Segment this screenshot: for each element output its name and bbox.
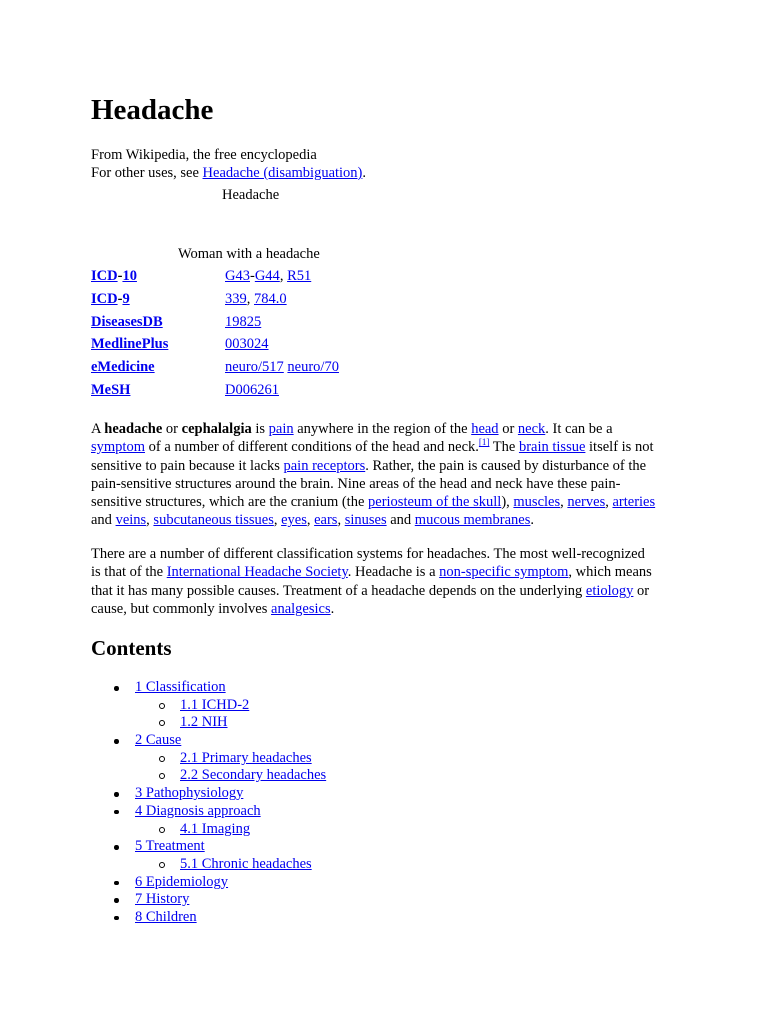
infobox-label-sep: - bbox=[117, 291, 123, 307]
infobox-code-link[interactable]: 784.0 bbox=[254, 291, 287, 307]
toc-item bbox=[91, 909, 326, 927]
toc-link[interactable]: 6 Epidemiology bbox=[135, 873, 229, 890]
infobox-code-link[interactable]: R51 bbox=[287, 268, 312, 284]
toc-link[interactable]: 1 Classification bbox=[135, 679, 226, 695]
toc-link[interactable]: 8 Children bbox=[135, 908, 197, 925]
intro-paragraph: A headache or cephalalgia is pain anywhere in the region of the head or neck. It can be a symptom of a number of different conditions of the head and neck.[1] The brain tissue itself is not sensitive to pain because it lacks pain receptors. Rather, the pain is caused by disturbance of the pain-sensitive structures around the brain. Nine areas of the head and neck have these pain- sensitive structures, which are the cranium (the periosteum of the skull), muscles, nerves, arteries and veins, subcutaneous tissues, eyes, ears, sinuses and mucous membranes. bbox=[91, 421, 656, 529]
infobox-code-link[interactable]: 003024 bbox=[225, 336, 269, 352]
link-non-specific-symptom[interactable]: non-specific symptom bbox=[439, 564, 569, 581]
toc-item bbox=[91, 785, 326, 803]
toc-link[interactable]: 7 History bbox=[135, 891, 190, 908]
bullet-circle-icon bbox=[159, 827, 165, 833]
link-pain-receptors[interactable]: pain receptors bbox=[283, 457, 366, 474]
table-of-contents bbox=[91, 679, 326, 927]
bold-headache: headache bbox=[104, 421, 163, 437]
toc-item bbox=[91, 679, 326, 697]
infobox-label[interactable] bbox=[91, 358, 155, 376]
infobox-label-link[interactable]: ICD bbox=[91, 268, 118, 284]
bullet-circle-icon bbox=[159, 703, 165, 709]
toc-item bbox=[91, 750, 326, 768]
infobox-code-link[interactable]: neuro/70 bbox=[287, 359, 339, 375]
bullet-disc-icon bbox=[114, 810, 119, 815]
bullet-disc-icon bbox=[114, 686, 119, 691]
infobox-value bbox=[225, 290, 287, 308]
hatnote-prefix: For other uses, see bbox=[91, 165, 203, 181]
page-title: Headache bbox=[91, 94, 214, 126]
bullet-disc-icon bbox=[114, 881, 119, 886]
infobox-label-link[interactable]: 9 bbox=[122, 291, 130, 307]
link-etiology[interactable]: etiology bbox=[585, 582, 634, 599]
toc-item bbox=[91, 767, 326, 785]
link-head[interactable]: head bbox=[471, 421, 499, 437]
infobox-label-link[interactable]: MedlinePlus bbox=[91, 336, 169, 352]
link-eyes[interactable]: eyes bbox=[281, 512, 307, 529]
infobox-code-sep: - bbox=[249, 268, 255, 284]
toc-item bbox=[91, 732, 326, 750]
bullet-disc-icon bbox=[114, 916, 119, 921]
toc-link[interactable]: 2 Cause bbox=[135, 732, 182, 749]
link-neck[interactable]: neck bbox=[517, 421, 546, 437]
bullet-disc-icon bbox=[114, 845, 119, 850]
infobox-code-link[interactable]: 19825 bbox=[225, 314, 262, 330]
toc-item bbox=[91, 838, 326, 856]
link-brain-tissue[interactable]: brain tissue bbox=[518, 439, 586, 456]
toc-item bbox=[91, 714, 326, 732]
toc-item bbox=[91, 821, 326, 839]
link-periosteum[interactable]: periosteum of the skull bbox=[368, 494, 502, 511]
infobox-code-link[interactable]: G43 bbox=[225, 268, 250, 284]
infobox-label-link[interactable]: 10 bbox=[122, 268, 137, 284]
link-sinuses[interactable]: sinuses bbox=[344, 512, 387, 529]
hatnote bbox=[91, 164, 366, 182]
bullet-disc-icon bbox=[114, 792, 119, 797]
subtitle: From Wikipedia, the free encyclopedia bbox=[91, 147, 317, 163]
infobox-code-sep: , bbox=[279, 268, 288, 284]
toc-link[interactable]: 5 Treatment bbox=[135, 838, 205, 855]
infobox-label-link[interactable]: MeSH bbox=[91, 382, 131, 398]
classification-paragraph: There are a number of different classification systems for headaches. The most well-recognized is that of the International Headache Society. Headache is a non-specific symptom, which means that it has many possible causes. Treatment of a headache depends on the underlying etiology or cause, but commonly involves analgesics. bbox=[91, 546, 652, 617]
infobox-code-link[interactable]: 339 bbox=[225, 291, 247, 307]
toc-link[interactable]: 1.2 NIH bbox=[180, 714, 228, 731]
toc-link[interactable]: 4.1 Imaging bbox=[180, 820, 251, 837]
infobox-label[interactable] bbox=[91, 267, 137, 285]
reference-1[interactable]: [1] bbox=[478, 437, 490, 448]
infobox-code-link[interactable]: D006261 bbox=[225, 382, 279, 398]
infobox-code-link[interactable]: G44 bbox=[254, 268, 280, 284]
toc-link[interactable]: 2.2 Secondary headaches bbox=[180, 767, 327, 784]
toc-item bbox=[91, 874, 326, 892]
toc-link[interactable]: 5.1 Chronic headaches bbox=[180, 855, 312, 872]
infobox-value bbox=[225, 335, 269, 353]
contents-heading: Contents bbox=[91, 636, 172, 660]
infobox-code-sep: , bbox=[246, 291, 254, 307]
link-subcutaneous-tissues[interactable]: subcutaneous tissues bbox=[153, 512, 274, 529]
disambiguation-link[interactable]: Headache (disambiguation) bbox=[202, 165, 363, 181]
link-analgesics[interactable]: analgesics bbox=[271, 600, 331, 617]
infobox-value bbox=[225, 381, 279, 399]
link-mucous-membranes[interactable]: mucous membranes bbox=[414, 512, 531, 529]
infobox-label[interactable] bbox=[91, 313, 163, 331]
infobox-label[interactable] bbox=[91, 290, 130, 308]
infobox-value bbox=[225, 358, 339, 376]
infobox-label-link[interactable]: DiseasesDB bbox=[91, 314, 163, 330]
link-symptom[interactable]: symptom bbox=[91, 439, 145, 456]
link-arteries[interactable]: arteries bbox=[612, 494, 656, 511]
bold-cephalalgia: cephalalgia bbox=[181, 421, 252, 437]
bullet-circle-icon bbox=[159, 720, 165, 726]
link-ihs[interactable]: International Headache Society bbox=[166, 564, 348, 581]
infobox-label-link[interactable]: ICD bbox=[91, 291, 118, 307]
bullet-circle-icon bbox=[159, 862, 165, 868]
infobox-title: Headache bbox=[222, 187, 280, 203]
bullet-disc-icon bbox=[114, 898, 119, 903]
bullet-circle-icon bbox=[159, 773, 165, 779]
toc-link[interactable]: 4 Diagnosis approach bbox=[135, 802, 261, 819]
link-muscles[interactable]: muscles bbox=[513, 494, 561, 511]
toc-item bbox=[91, 803, 326, 821]
link-ears[interactable]: ears bbox=[314, 512, 338, 529]
toc-link[interactable]: 2.1 Primary headaches bbox=[180, 749, 312, 766]
link-veins[interactable]: veins bbox=[115, 512, 147, 529]
infobox-value bbox=[225, 313, 261, 331]
infobox-value bbox=[225, 267, 311, 285]
toc-item bbox=[91, 856, 326, 874]
infobox-caption: Woman with a headache bbox=[178, 246, 320, 262]
toc-item bbox=[91, 697, 326, 715]
infobox-label-sep: - bbox=[117, 268, 123, 284]
link-pain[interactable]: pain bbox=[268, 421, 294, 437]
infobox-label[interactable] bbox=[91, 381, 130, 399]
infobox-code-link[interactable]: neuro/517 bbox=[225, 359, 284, 375]
bullet-disc-icon bbox=[114, 739, 119, 744]
bullet-circle-icon bbox=[159, 756, 165, 762]
toc-link[interactable]: 3 Pathophysiology bbox=[135, 785, 244, 802]
infobox-label-link[interactable]: eMedicine bbox=[91, 359, 155, 375]
hatnote-suffix: . bbox=[362, 165, 367, 181]
infobox-label[interactable] bbox=[91, 335, 168, 353]
link-nerves[interactable]: nerves bbox=[567, 494, 606, 511]
toc-link[interactable]: 1.1 ICHD-2 bbox=[180, 696, 250, 713]
toc-item bbox=[91, 891, 326, 909]
